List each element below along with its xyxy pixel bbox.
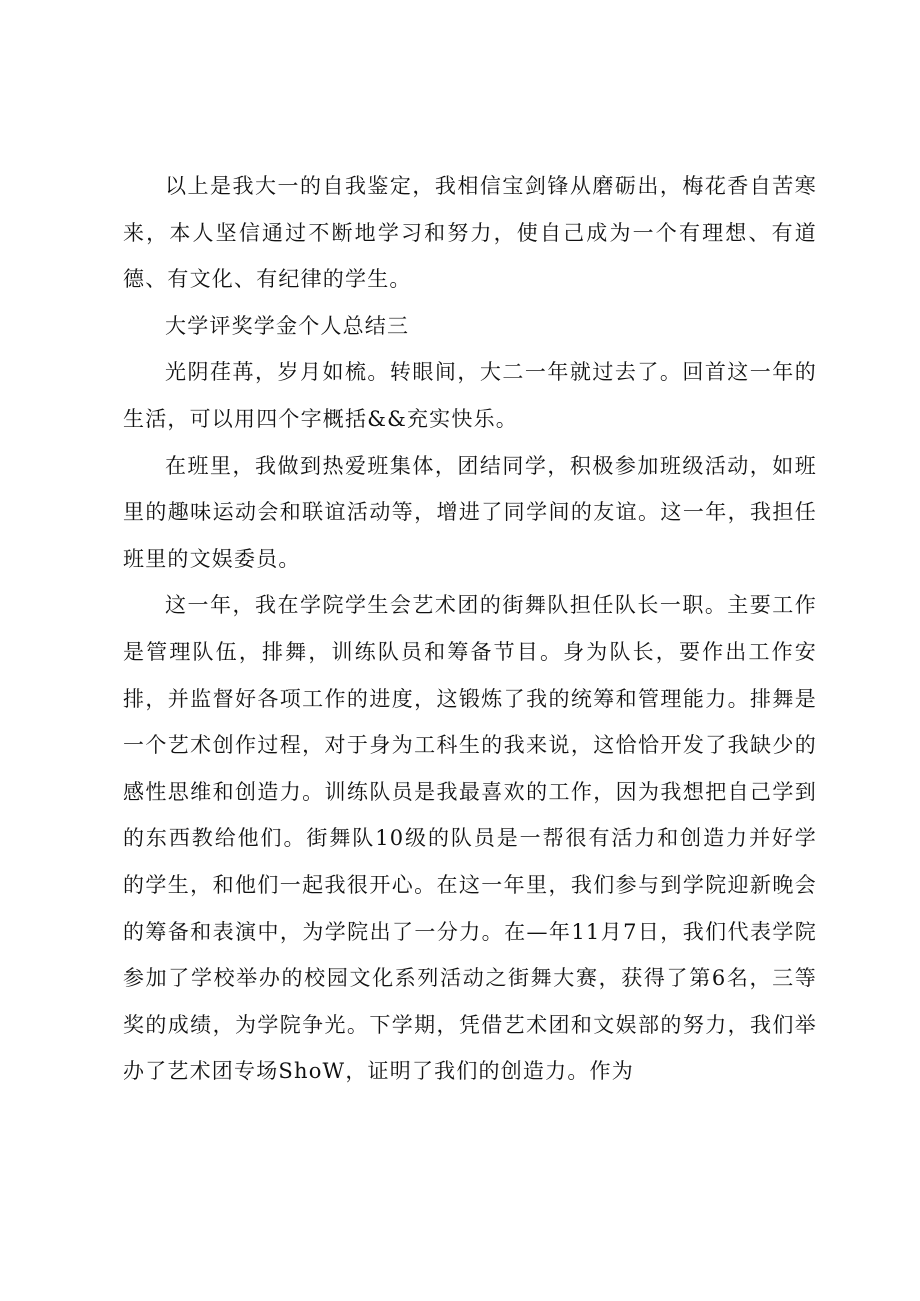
paragraph-self-assessment: 以上是我大一的自我鉴定，我相信宝剑锋从磨砺出，梅花香自苦寒来，本人坚信通过不断地学习和努力，使自己成为一个有理想、有道德、有文化、有纪律的学生。 xyxy=(123,174,817,292)
paragraph-dance-team: 这一年，我在学院学生会艺术团的街舞队担任队长一职。主要工作是管理队伍，排舞，训练队员和筹备节目。身为队长，要作出工作安排，并监督好各项工作的进度，这锻炼了我的统筹和管理能力。排舞是一个艺术创作过程，对于身为工科生的我来说，这恰恰开发了我缺少的感性思维和创造力。训练队员是我最喜欢的工作，因为我想把自己学到的东西教给他们。街舞队10级的队员是一帮很有活力和创造力并好学的学生，和他们一起我很开心。在这一年里，我们参与到学院迎新晚会的筹备和表演中，为学院出了一分力。在—年11月7日，我们代表学院参加了学校举办的校园文化系列活动之街舞大赛，获得了第6名，三等奖的成绩，为学院争光。下学期，凭借艺术团和文娱部的努力，我们举办了艺术团专场ShoW，证明了我们的创造力。作为 xyxy=(123,593,817,1084)
document-body xyxy=(123,163,817,1095)
paragraph-class: 在班里，我做到热爱班集体，团结同学，积极参加班级活动，如班里的趣味运动会和联谊活动等，增进了同学间的友谊。这一年，我担任班里的文娱委员。 xyxy=(123,453,817,571)
section-heading: 大学评奖学金个人总结三 xyxy=(165,313,410,338)
paragraph-intro: 光阴荏苒，岁月如梳。转眼间，大二一年就过去了。回首这一年的生活，可以用四个字概括&&充实快乐。 xyxy=(123,360,817,431)
